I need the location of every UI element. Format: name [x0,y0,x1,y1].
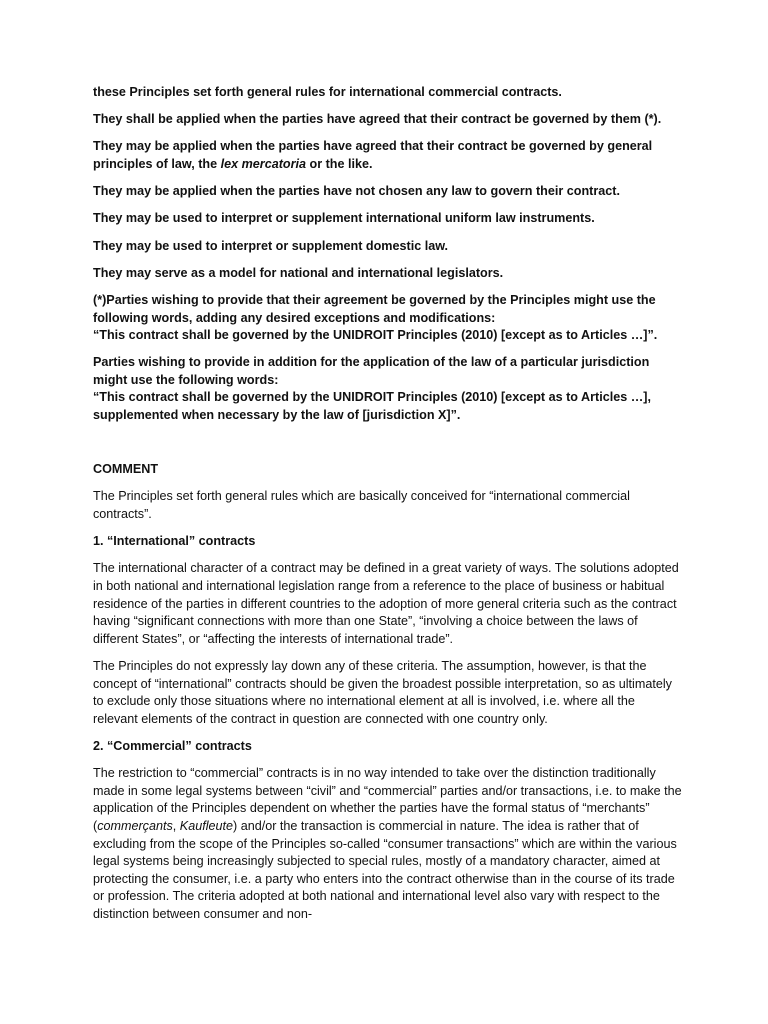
black-letter-p1: these Principles set forth general rules for international commercial contracts. [93,85,562,99]
section-1-para-1: The international character of a contract may be defined in a great variety of ways. The solutions adopted in both national and international legislation range from a reference to the place of business or habitual residence of the parties in different countries to the adoption of more general criteria such as the contract having “significant connections with more than one State”, “involving a choice between the laws of different States”, or “affecting the interests of international trade”. [93,561,679,646]
footnote-p2-text: Parties wishing to provide in addition for the application of the law of a particular jurisdiction might use the following words: [93,355,650,387]
section-2-para-1-c: ) and/or the transaction is commercial in nature. The idea is rather that of excluding from the scope of the Principles so-called “consumer transactions” which are within the various legal systems being increasingly subjected to special rules, mostly of a mandatory character, aimed at protecting the consumer, i.e. a party who enters into the contract otherwise than in the course of its trade or profession. The criteria adopted at both national and international level also vary with respect to the distinction between consumer and non- [93,818,677,921]
section-1-heading: 1. “International” contracts [93,534,256,549]
section-gap [93,434,683,461]
footnote-p1-text: (*)Parties wishing to provide that their agreement be governed by the Principles might use the following words, adding any desired exceptions and modifications: [93,292,656,325]
section-1-para-2: The Principles do not expressly lay down any of these criteria. The assumption, however, is that the concept of “international” contracts should be given the broadest possible interpretation, so as ultimately to exclude only those situations where no international element at all is involved, i.e. where all the relevant elements of the contract in question are connected with one country only. [93,658,672,726]
black-letter-p3-text: They may be applied when the parties have agreed that their contract be governed by general principles of law, the [93,139,653,171]
footnote-p1-quote: “This contract shall be governed by the UNIDROIT Principles (2010) [except as to Articles …]”. [93,328,658,343]
kaufleute-term: Kaufleute [179,818,234,833]
black-letter-p3-tail: or the like. [306,156,373,171]
black-letter-p5: They may be used to interpret or supplement international uniform law instruments. [93,211,595,226]
lex-mercatoria-term: lex mercatoria [220,156,307,171]
section-2-para-1 [93,765,683,923]
document-page [93,84,683,933]
commercants-term: commerçants [97,818,173,833]
comment-heading: COMMENT [93,462,159,477]
black-letter-p4: They may be applied when the parties have not chosen any law to govern their contract. [93,184,620,199]
footnote-p1 [93,292,683,345]
black-letter-p2: They shall be applied when the parties have agreed that their contract be governed by them (*). [93,112,662,127]
comment-intro: The Principles set forth general rules which are basically conceived for “international commercial contracts”. [93,489,630,522]
footnote-p2-quote: “This contract shall be governed by the UNIDROIT Principles (2010) [except as to Articles …], supplemented when necessary by the law of [jurisdiction X]”. [93,390,651,423]
footnote-p2 [93,354,683,424]
section-2-para-1-a: The restriction to “commercial” contracts is in no way intended to take over the distinction traditionally made in some legal systems between “civil” and “commercial” parties and/or transactions, i.e. to make the application of the Principles dependent on whether the parties have the formal status of “merchants” ( [93,766,682,833]
section-2-heading: 2. “Commercial” contracts [93,738,252,753]
black-letter-p7: They may serve as a model for national and international legislators. [93,265,504,280]
section-2-para-1-b: , [172,818,180,833]
black-letter-p6: They may be used to interpret or supplement domestic law. [93,238,449,253]
black-letter-p3 [93,138,683,173]
